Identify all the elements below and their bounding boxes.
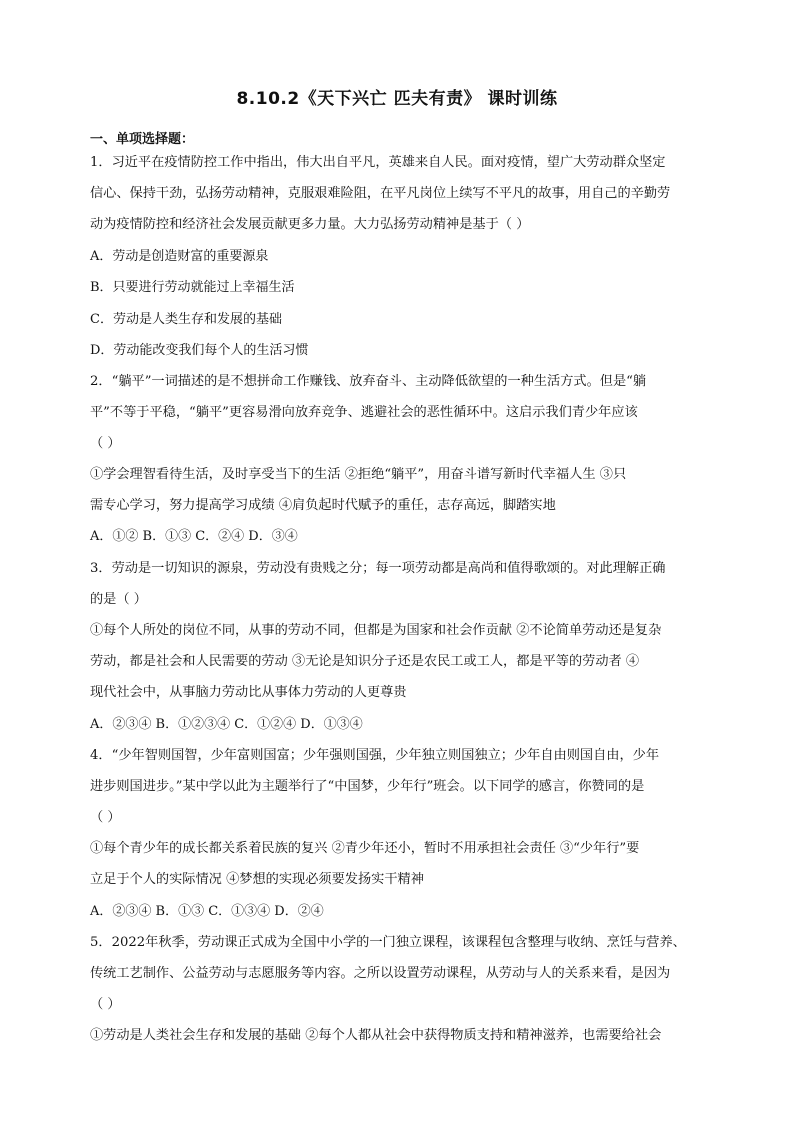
q3-stem-line-3: ①每个人所处的岗位不同，从事的劳动不同，但都是为国家和社会作贡献 ②不论简单劳动还是复杂 [90,623,662,638]
q4-stem-line-3: （ ） [90,810,121,825]
q2-stem-line-4: ①学会理智看待生活，及时享受当下的生活 ②拒绝“躺平”，用奋斗谱写新时代幸福人生 ③只 [90,467,627,482]
q3-options: A．②③④ B．①②③④ C．①②④ D．①③④ [90,717,363,732]
q1-stem-line-2: 信心、保持干劲，弘扬劳动精神，克服艰难险阻，在平凡岗位上续写不平凡的故事，用自己的辛勤劳 [90,186,671,201]
q1-option-a: A．劳动是创造财富的重要源泉 [90,249,269,264]
q4-stem-line-1: 4．“少年智则国智，少年富则国富；少年强则国强，少年独立则国独立；少年自由则国自由，少年 [90,748,660,763]
q5-stem-line-1: 5．2022年秋季，劳动课正式成为全国中小学的一门独立课程，该课程包含整理与收纳、烹饪与营养、 [90,935,686,950]
q5-stem-line-2: 传统工艺制作、公益劳动与志愿服务等内容。之所以设置劳动课程，从劳动与人的关系来看，是因为 [90,966,671,981]
q4-stem-line-2: 进步则国进步。”某中学以此为主题举行了“中国梦，少年行”班会。以下同学的感言，你赞同的是 [90,779,645,794]
q4-options: A．②③④ B．①③ C．①③④ D．②④ [90,904,324,919]
q1-option-c: C．劳动是人类生存和发展的基础 [90,312,282,327]
q5-stem-line-3: （ ） [90,997,121,1012]
q1-stem-line-3: 动为疫情防控和经济社会发展贡献更多力量。大力弘扬劳动精神是基于（ ） [90,217,530,232]
q2-stem-line-1: 2．“躺平”一词描述的是不想拼命工作赚钱、放弃奋斗、主动降低欲望的一种生活方式。但是“躺 [90,374,647,389]
q3-stem-line-5: 现代社会中，从事脑力劳动比从事体力劳动的人更尊贵 [90,685,407,700]
q2-options: A．①② B．①③ C．②④ D．③④ [90,529,298,544]
q3-stem-line-4: 劳动，都是社会和人民需要的劳动 ③无论是知识分子还是农民工或工人，都是平等的劳动者 ④ [90,654,640,669]
q4-stem-line-5: 立足于个人的实际情况 ④梦想的实现必须要发扬实干精神 [90,872,424,887]
q2-stem-line-2: 平”不等于平稳，“躺平”更容易滑向放弃竞争、逃避社会的恶性循环中。这启示我们青少年应该 [90,405,638,420]
q1-stem-line-1: 1．习近平在疫情防控工作中指出，伟大出自平凡，英雄来自人民。面对疫情，望广大劳动群众坚定 [90,155,666,170]
q1-option-b: B．只要进行劳动就能过上幸福生活 [90,280,295,295]
q5-stem-line-4: ①劳动是人类社会生存和发展的基础 ②每个人都从社会中获得物质支持和精神滋养，也需要给社会 [90,1028,662,1043]
q2-stem-line-5: 需专心学习，努力提高学习成绩 ④肩负起时代赋予的重任，志存高远，脚踏实地 [90,498,556,513]
q3-stem-line-2: 的是（ ） [90,592,147,607]
q4-stem-line-4: ①每个青少年的成长都关系着民族的复兴 ②青少年还小，暂时不用承担社会责任 ③“少年行”要 [90,841,640,856]
section-heading: 一、单项选择题： [90,132,195,147]
q2-stem-line-3: （ ） [90,436,121,451]
document-title: 8.10.2《天下兴亡 匹夫有责》 课时训练 [236,89,558,109]
q3-stem-line-1: 3．劳动是一切知识的源泉，劳动没有贵贱之分；每一项劳动都是高尚和值得歌颂的。对此理解正确 [90,561,666,576]
q1-option-d: D．劳动能改变我们每个人的生活习惯 [90,343,309,358]
